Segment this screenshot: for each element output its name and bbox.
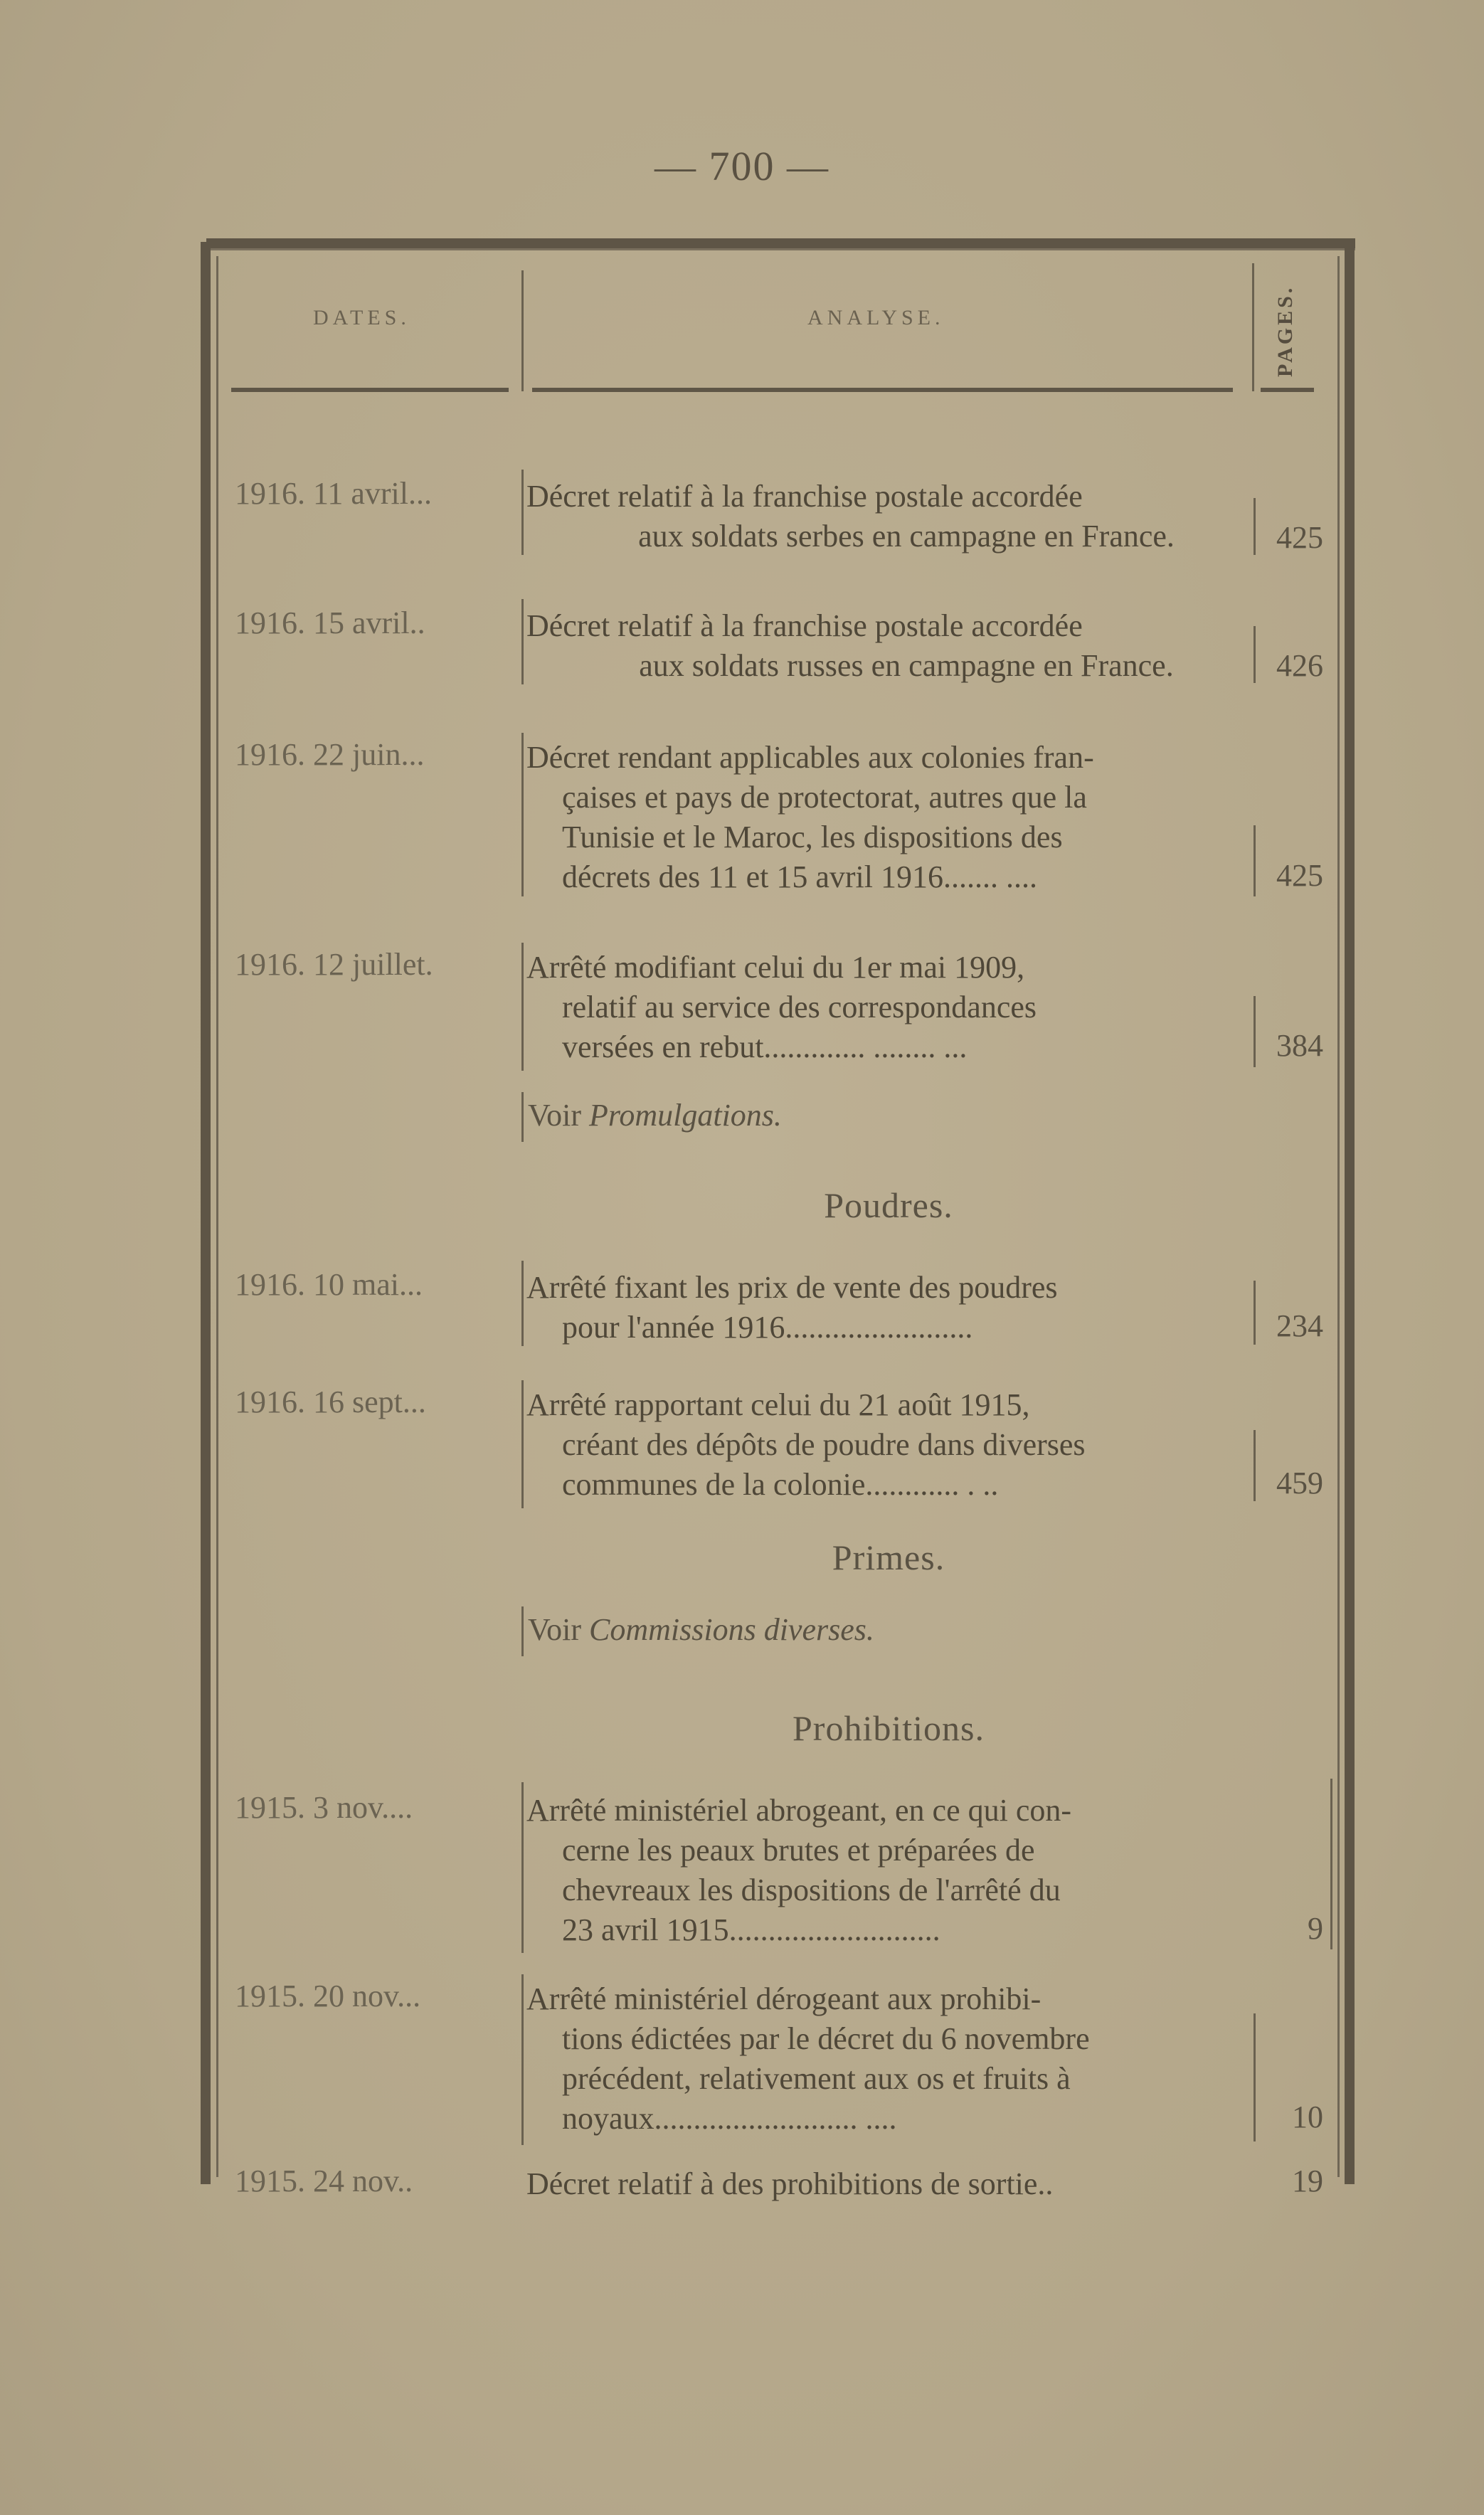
entry-page-ref: 9 [1308,1911,1323,1946]
entry-bracket [521,1782,524,1953]
entry-date: 1916. 15 avril.. [235,605,425,640]
entry-page-ref: 459 [1276,1466,1323,1500]
voir-target: Promulgations. [588,1098,782,1133]
entry-date: 1916. 12 juillet. [235,947,433,982]
header-column-separator [521,270,524,391]
entry-text-line: communes de la colonie............ . .. [562,1467,999,1502]
entry-text-line: décrets des 11 et 15 avril 1916....... .... [562,859,1037,894]
voir-promulgations [528,1097,782,1133]
entry-text-line: Arrêté ministériel abrogeant, en ce qui con- [526,1793,1072,1828]
header-rule [1261,388,1314,392]
table-frame-top [206,238,1355,250]
entry-page-ref: 426 [1276,648,1323,683]
entry-page-bracket [1254,1281,1256,1345]
entry-text-line: pour l'année 1916........................ [562,1310,973,1345]
entry-text-line: Arrêté fixant les prix de vente des poudres [526,1270,1058,1305]
entry-page-bracket [1254,1430,1256,1501]
entry-date: 1915. 24 nov.. [235,2164,413,2198]
entry-page-ref: 10 [1292,2100,1323,2134]
voir-commissions [528,1611,874,1648]
header-column-separator [1252,263,1254,391]
entry-page-bracket [1254,498,1256,555]
section-title-poudres: Poudres. [824,1185,953,1225]
entry-text-line: créant des dépôts de poudre dans diverses [562,1427,1086,1462]
entry-bracket [521,1261,524,1346]
section-title-primes: Primes. [832,1537,945,1577]
entry-page-ref: 425 [1276,858,1323,893]
section-title-prohibitions: Prohibitions. [793,1708,985,1748]
entry-text-line: versées en rebut............. ........ ... [562,1029,968,1064]
entry-page-bracket [1330,1779,1332,1949]
entry-date: 1915. 3 nov.... [235,1790,413,1825]
entry-page-ref: 19 [1292,2164,1323,2198]
header-rule [231,388,509,392]
header-pages: PAGES. [1273,285,1297,377]
entry-date: 1916. 22 juin... [235,737,425,772]
entry-text-line: cerne les peaux brutes et préparées de [562,1833,1035,1868]
entry-text-line: Décret relatif à la franchise postale accordée [526,479,1083,514]
entry-bracket [521,733,524,896]
entry-date: 1915. 20 nov... [235,1979,421,2013]
entry-text-line: chevreaux les dispositions de l'arrêté du [562,1873,1061,1907]
header-analyse: ANALYSE. [807,306,945,329]
entry-date: 1916. 16 sept... [235,1384,426,1419]
entry-page-ref: 384 [1276,1028,1323,1063]
table-frame-right-inner [1337,256,1340,2177]
voir-prefix: Voir [528,1098,581,1133]
header-dates: DATES. [313,306,410,329]
entry-page-bracket [1254,825,1256,896]
voir-target: Commissions diverses. [588,1612,874,1647]
table-frame-left-inner [216,256,218,2177]
entry-text-line: 23 avril 1915........................... [562,1912,940,1947]
entry-text-line: noyaux.......................... .... [562,2101,897,2136]
voir-bracket [521,1092,524,1142]
entry-text-line: Arrêté modifiant celui du 1er mai 1909, [526,950,1025,985]
entry-date: 1916. 11 avril... [235,476,432,511]
entry-date: 1916. 10 mai... [235,1267,423,1302]
entry-text-line: Décret rendant applicables aux colonies fran- [526,740,1094,775]
entry-text-line: çaises et pays de protectorat, autres que la [562,780,1087,815]
table-frame-left [201,242,211,2184]
entry-page-ref: 425 [1276,520,1323,555]
entry-bracket [521,1974,524,2145]
entry-text-line: Arrêté ministériel dérogeant aux prohibi- [526,1981,1042,2016]
page-number: — 700 — [654,143,830,189]
entry-page-bracket [1254,2013,1256,2141]
entry-text-line: relatif au service des correspondances [562,990,1037,1024]
header-rule [532,388,1233,392]
voir-bracket [521,1606,524,1656]
entry-text-line: Décret relatif à la franchise postale accordée [526,608,1083,643]
voir-prefix: Voir [528,1612,581,1647]
entry-text-line: aux soldats russes en campagne en France. [639,648,1174,683]
entry-page-bracket [1254,996,1256,1067]
entry-bracket [521,470,524,555]
entry-page-ref: 234 [1276,1308,1323,1343]
entry-text-line: aux soldats serbes en campagne en France. [638,519,1175,554]
entry-bracket [521,943,524,1071]
entry-text-line: Décret relatif à des prohibitions de sortie.. [526,2166,1054,2201]
entry-text-line: précédent, relativement aux os et fruits à [562,2061,1071,2096]
entry-bracket [521,1380,524,1508]
entry-text-line: Tunisie et le Maroc, les dispositions des [562,820,1063,854]
table-frame-right [1345,242,1355,2184]
entry-bracket [521,599,524,684]
entry-page-bracket [1254,626,1256,683]
entry-text-line: Arrêté rapportant celui du 21 août 1915, [526,1387,1030,1422]
entry-text-line: tions édictées par le décret du 6 novembre [562,2021,1090,2056]
